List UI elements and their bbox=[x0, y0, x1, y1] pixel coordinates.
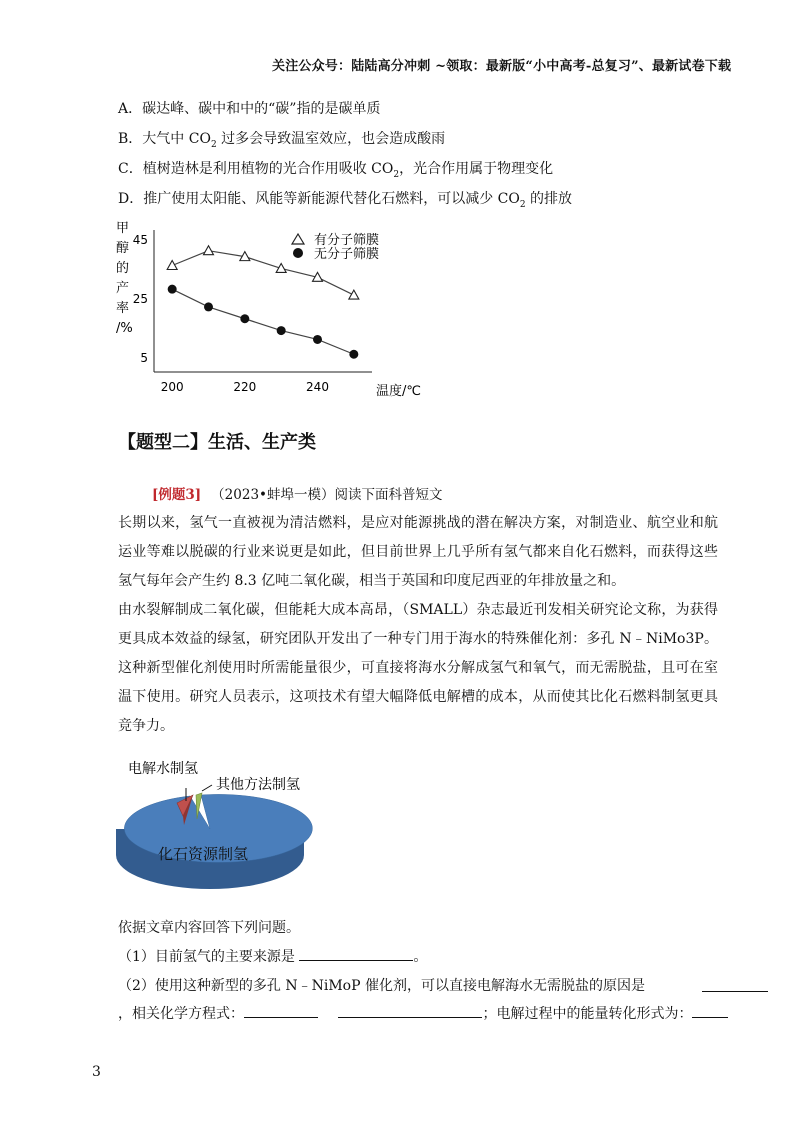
series-1-point bbox=[204, 246, 214, 255]
questions-intro: 依据文章内容回答下列问题。 bbox=[118, 920, 300, 936]
example-line bbox=[152, 483, 443, 503]
passage-paragraph-2: 由水裂解制成二氧化碳，但能耗大成本高昂，（SMALL）杂志最近刊发相关研究论文称，为获得更具成本效益的绿氢，研究团队开发出了一种专门用于海水的特殊催化剂：多孔 N﹣NiMo3P。这种新型催化剂使用时所需能量很少，可直接将海水分解成氢气和氧气，而无需脱盐，且可在室温下使用。研究人员表示，这项技术有望大幅降低电解槽的成本，从而使其比化石燃料制氢更具竞争力。 bbox=[118, 602, 718, 734]
option-text: 碳达峰、碳中和中的“碳”指的是碳单质 bbox=[142, 101, 381, 117]
yield-line-chart bbox=[110, 212, 440, 404]
x-tick-label: 220 bbox=[233, 380, 257, 394]
question-2-part-a: ，相关化学方程式： bbox=[118, 1006, 244, 1022]
y-ticks bbox=[133, 233, 148, 365]
series-2-point bbox=[168, 285, 177, 294]
x-axis-label: 温度/℃ bbox=[376, 384, 421, 399]
x-ticks bbox=[161, 380, 329, 394]
question-1-text: （1）目前氢气的主要来源是 bbox=[118, 949, 295, 965]
series-2-point bbox=[240, 314, 249, 323]
option-d bbox=[118, 188, 572, 210]
pie-body bbox=[116, 793, 312, 889]
option-a bbox=[118, 98, 380, 118]
option-text-post: 过多会导致温室效应，也会造成酸雨 bbox=[216, 131, 446, 147]
y-tick-label: 45 bbox=[132, 232, 148, 247]
series-2-point bbox=[204, 302, 213, 311]
legend-marker-circle bbox=[293, 248, 303, 258]
series-1-point bbox=[349, 290, 359, 299]
series-1-point bbox=[167, 261, 177, 270]
y-tick-label: 25 bbox=[132, 292, 148, 307]
option-letter: A． bbox=[118, 101, 143, 117]
pie-label-fossil: 化石资源制氢 bbox=[158, 845, 249, 863]
question-2-line-2 bbox=[118, 1003, 728, 1023]
y-axis-label-char: 的 bbox=[116, 261, 130, 276]
option-b bbox=[118, 128, 445, 150]
option-letter: B． bbox=[118, 131, 143, 147]
option-text-pre: 大气中 CO bbox=[142, 131, 211, 147]
series-2-point bbox=[277, 326, 286, 335]
legend-label-series-2: 无分子筛膜 bbox=[314, 247, 380, 262]
label-leader-other bbox=[202, 785, 212, 791]
series-2-point bbox=[349, 350, 358, 359]
answer-blank-2a[interactable] bbox=[702, 977, 768, 992]
option-text-pre: 植树造林是利用植物的光合作用吸收 CO bbox=[142, 161, 394, 177]
option-letter: C． bbox=[118, 161, 143, 177]
y-axis-label-char: 产 bbox=[116, 281, 130, 296]
page-header: 关注公众号：陆陆高分冲刺 ~领取：最新版“小中高考-总复习”、最新试卷下载 bbox=[272, 59, 732, 74]
passage-paragraph-1: 长期以来，氢气一直被视为清洁燃料，是应对能源挑战的潜在解决方案，对制造业、航空业和航运业等难以脱碳的行业来说更是如此，但目前世界上几乎所有氢气都来自化石燃料，而获得这些氢气每年会产生约 8.3 亿吨二氧化碳，相当于英国和印度尼西亚的年排放量之和。 bbox=[118, 515, 718, 589]
y-axis-label-char: 醇 bbox=[116, 241, 130, 256]
pie-label-other: 其他方法制氢 bbox=[216, 777, 300, 793]
y-axis-label bbox=[116, 221, 133, 336]
option-text-post: 的排放 bbox=[525, 191, 573, 207]
option-c bbox=[118, 158, 553, 180]
question-2-text: （2）使用这种新型的多孔 N﹣NiMoP 催化剂，可以直接电解海水无需脱盐的原因是 bbox=[118, 978, 645, 994]
legend-label-series-1: 有分子筛膜 bbox=[314, 233, 380, 248]
y-axis-label-char: 甲 bbox=[116, 221, 130, 236]
option-text-pre: 推广使用太阳能、风能等新能源代替化石燃料，可以减少 CO bbox=[143, 191, 520, 207]
answer-blank-2d[interactable] bbox=[692, 1003, 728, 1018]
answer-blank-2c[interactable] bbox=[338, 1003, 482, 1018]
subscript: 2 bbox=[393, 169, 400, 180]
x-tick-label: 240 bbox=[306, 380, 329, 394]
series-2-point bbox=[313, 335, 322, 344]
series-group bbox=[167, 246, 359, 359]
answer-blank-1[interactable] bbox=[299, 946, 413, 961]
subscript: 2 bbox=[519, 199, 526, 210]
option-letter: D． bbox=[118, 191, 144, 207]
legend-marker-triangle bbox=[292, 234, 304, 244]
y-axis-label-char: /% bbox=[116, 321, 133, 336]
question-1 bbox=[118, 946, 427, 966]
example-source: （2023•蚌埠一模）阅读下面科普短文 bbox=[211, 487, 443, 503]
y-tick-label: 5 bbox=[140, 351, 148, 366]
option-text-post: ，光合作用属于物理变化 bbox=[399, 161, 554, 177]
passage bbox=[118, 509, 718, 741]
example-tag: [例题3] bbox=[152, 487, 202, 503]
pie-label-electrolysis: 电解水制氢 bbox=[128, 761, 198, 777]
section-title: 【题型二】生活、生产类 bbox=[118, 432, 316, 453]
hydrogen-source-pie-chart bbox=[110, 755, 410, 905]
series-line-2 bbox=[172, 289, 354, 354]
answer-blank-2b[interactable] bbox=[244, 1003, 318, 1018]
question-1-end: 。 bbox=[413, 949, 428, 965]
legend bbox=[292, 233, 379, 262]
x-tick-label: 200 bbox=[160, 380, 184, 394]
subscript: 2 bbox=[210, 139, 217, 150]
question-2-part-b: ；电解过程中的能量转化形式为： bbox=[482, 1006, 693, 1022]
y-axis-label-char: 率 bbox=[116, 301, 130, 316]
question-2-line-1 bbox=[118, 975, 768, 995]
page-number: 3 bbox=[92, 1064, 101, 1080]
series-1-point bbox=[276, 263, 286, 272]
